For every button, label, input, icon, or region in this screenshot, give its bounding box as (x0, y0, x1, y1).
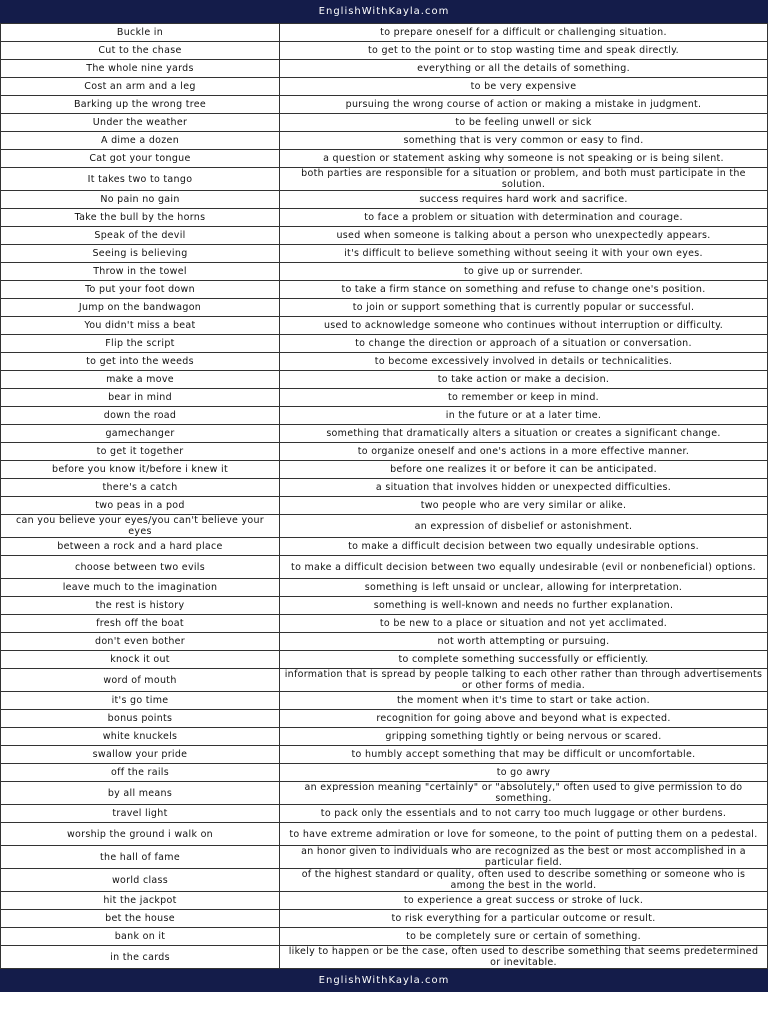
table-row (1, 892, 768, 910)
idiom-term: Take the bull by the horns (1, 209, 280, 227)
table-row (1, 615, 768, 633)
idiom-meaning: it's difficult to believe something without seeing it with your own eyes. (280, 245, 768, 263)
idiom-meaning: to humbly accept something that may be difficult or uncomfortable. (280, 746, 768, 764)
table-row (1, 96, 768, 114)
idiom-term: to get into the weeds (1, 353, 280, 371)
table-row (1, 461, 768, 479)
idiom-term: gamechanger (1, 425, 280, 443)
idiom-term: Buckle in (1, 24, 280, 42)
idiom-term: two peas in a pod (1, 497, 280, 515)
idiom-meaning: an expression meaning "certainly" or "absolutely," often used to give permission to do something. (280, 782, 768, 805)
idiom-term: Throw in the towel (1, 263, 280, 281)
table-row (1, 805, 768, 823)
idiom-meaning: something is left unsaid or unclear, allowing for interpretation. (280, 579, 768, 597)
idiom-meaning: to become excessively involved in details or technicalities. (280, 353, 768, 371)
table-row (1, 389, 768, 407)
idiom-term: You didn't miss a beat (1, 317, 280, 335)
idiom-meaning: a question or statement asking why someone is not speaking or is being silent. (280, 150, 768, 168)
table-row (1, 24, 768, 42)
table-row (1, 168, 768, 191)
idiom-term: bank on it (1, 928, 280, 946)
idiom-meaning: two people who are very similar or alike. (280, 497, 768, 515)
table-row (1, 245, 768, 263)
idiom-term: to get it together (1, 443, 280, 461)
idiom-term: Speak of the devil (1, 227, 280, 245)
idiom-meaning: to be feeling unwell or sick (280, 114, 768, 132)
table-row (1, 407, 768, 425)
table-row (1, 335, 768, 353)
idiom-meaning: an expression of disbelief or astonishment. (280, 515, 768, 538)
table-row (1, 515, 768, 538)
table-row (1, 928, 768, 946)
idiom-meaning: in the future or at a later time. (280, 407, 768, 425)
idiom-term: No pain no gain (1, 191, 280, 209)
table-row (1, 556, 768, 579)
idiom-meaning: to go awry (280, 764, 768, 782)
table-row (1, 42, 768, 60)
idiom-term: swallow your pride (1, 746, 280, 764)
idiom-term: down the road (1, 407, 280, 425)
header-site-name: EnglishWithKayla.com (318, 6, 450, 17)
idiom-term: A dime a dozen (1, 132, 280, 150)
idiom-term: there's a catch (1, 479, 280, 497)
table-row (1, 669, 768, 692)
idiom-meaning: to be completely sure or certain of something. (280, 928, 768, 946)
idiom-term: Seeing is believing (1, 245, 280, 263)
idiom-term: Cut to the chase (1, 42, 280, 60)
idiom-term: Cost an arm and a leg (1, 78, 280, 96)
idiom-meaning: to be new to a place or situation and not yet acclimated. (280, 615, 768, 633)
idiom-term: between a rock and a hard place (1, 538, 280, 556)
table-row (1, 579, 768, 597)
table-row (1, 425, 768, 443)
idiom-term: fresh off the boat (1, 615, 280, 633)
idiom-term: Cat got your tongue (1, 150, 280, 168)
table-row (1, 764, 768, 782)
idiom-meaning: before one realizes it or before it can be anticipated. (280, 461, 768, 479)
table-row (1, 823, 768, 846)
idiom-meaning: to join or support something that is currently popular or successful. (280, 299, 768, 317)
footer-bar (0, 969, 768, 992)
table-row (1, 846, 768, 869)
idiom-meaning: something that dramatically alters a situation or creates a significant change. (280, 425, 768, 443)
idiom-meaning: to complete something successfully or efficiently. (280, 651, 768, 669)
idiom-term: Flip the script (1, 335, 280, 353)
table-row (1, 371, 768, 389)
table-row (1, 132, 768, 150)
idiom-meaning: to make a difficult decision between two equally undesirable options. (280, 538, 768, 556)
idiom-meaning: the moment when it's time to start or take action. (280, 692, 768, 710)
idiom-meaning: to face a problem or situation with determination and courage. (280, 209, 768, 227)
header-bar (0, 0, 768, 23)
table-row (1, 651, 768, 669)
idiom-meaning: pursuing the wrong course of action or making a mistake in judgment. (280, 96, 768, 114)
idiom-meaning: recognition for going above and beyond what is expected. (280, 710, 768, 728)
idiom-meaning: to risk everything for a particular outcome or result. (280, 910, 768, 928)
idiom-term: To put your foot down (1, 281, 280, 299)
idiom-meaning: to experience a great success or stroke of luck. (280, 892, 768, 910)
idiom-term: before you know it/before i knew it (1, 461, 280, 479)
idiom-meaning: to give up or surrender. (280, 263, 768, 281)
idiom-term: make a move (1, 371, 280, 389)
idiom-term: Jump on the bandwagon (1, 299, 280, 317)
idiom-meaning: to remember or keep in mind. (280, 389, 768, 407)
idiom-term: the hall of fame (1, 846, 280, 869)
idiom-meaning: to change the direction or approach of a situation or conversation. (280, 335, 768, 353)
table-row (1, 150, 768, 168)
idiom-meaning: to organize oneself and one's actions in a more effective manner. (280, 443, 768, 461)
idiom-meaning: likely to happen or be the case, often used to describe something that seems predetermined or inevitable. (280, 946, 768, 969)
table-row (1, 633, 768, 651)
idiom-term: it's go time (1, 692, 280, 710)
idiom-meaning: a situation that involves hidden or unexpected difficulties. (280, 479, 768, 497)
idiom-meaning: to prepare oneself for a difficult or challenging situation. (280, 24, 768, 42)
table-row (1, 538, 768, 556)
idiom-term: don't even bother (1, 633, 280, 651)
table-row (1, 597, 768, 615)
table-row (1, 710, 768, 728)
idiom-meaning: not worth attempting or pursuing. (280, 633, 768, 651)
table-row (1, 946, 768, 969)
table-row (1, 114, 768, 132)
idiom-term: bonus points (1, 710, 280, 728)
table-row (1, 910, 768, 928)
idiom-meaning: to have extreme admiration or love for someone, to the point of putting them on a pedestal. (280, 823, 768, 846)
footer-site-name: EnglishWithKayla.com (318, 975, 450, 986)
idiom-meaning: used to acknowledge someone who continues without interruption or difficulty. (280, 317, 768, 335)
idiom-term: The whole nine yards (1, 60, 280, 78)
idiom-meaning: to get to the point or to stop wasting time and speak directly. (280, 42, 768, 60)
idiom-table-body (1, 24, 768, 969)
table-row (1, 728, 768, 746)
idiom-meaning: to be very expensive (280, 78, 768, 96)
idiom-term: can you believe your eyes/you can't believe your eyes (1, 515, 280, 538)
idiom-table (0, 23, 768, 969)
idiom-term: It takes two to tango (1, 168, 280, 191)
table-row (1, 281, 768, 299)
table-row (1, 209, 768, 227)
idiom-term: bet the house (1, 910, 280, 928)
table-row (1, 479, 768, 497)
idiom-term: white knuckels (1, 728, 280, 746)
table-row (1, 782, 768, 805)
idiom-term: the rest is history (1, 597, 280, 615)
table-row (1, 227, 768, 245)
idiom-term: world class (1, 869, 280, 892)
table-row (1, 692, 768, 710)
idiom-meaning: success requires hard work and sacrifice. (280, 191, 768, 209)
idiom-term: knock it out (1, 651, 280, 669)
idiom-meaning: everything or all the details of something. (280, 60, 768, 78)
idiom-term: travel light (1, 805, 280, 823)
idiom-meaning: something is well-known and needs no further explanation. (280, 597, 768, 615)
idiom-meaning: to make a difficult decision between two equally undesirable (evil or nonbeneficial) options. (280, 556, 768, 579)
table-row (1, 317, 768, 335)
table-row (1, 263, 768, 281)
idiom-meaning: something that is very common or easy to find. (280, 132, 768, 150)
idiom-term: leave much to the imagination (1, 579, 280, 597)
table-row (1, 353, 768, 371)
table-row (1, 299, 768, 317)
idiom-meaning: an honor given to individuals who are recognized as the best or most accomplished in a particular field. (280, 846, 768, 869)
idiom-term: choose between two evils (1, 556, 280, 579)
idiom-meaning: to take a firm stance on something and refuse to change one's position. (280, 281, 768, 299)
table-row (1, 78, 768, 96)
table-row (1, 443, 768, 461)
idiom-term: by all means (1, 782, 280, 805)
idiom-meaning: used when someone is talking about a person who unexpectedly appears. (280, 227, 768, 245)
idiom-term: hit the jackpot (1, 892, 280, 910)
idiom-meaning: both parties are responsible for a situation or problem, and both must participate in the solution. (280, 168, 768, 191)
idiom-meaning: gripping something tightly or being nervous or scared. (280, 728, 768, 746)
idiom-meaning: to take action or make a decision. (280, 371, 768, 389)
table-row (1, 746, 768, 764)
idiom-meaning: to pack only the essentials and to not carry too much luggage or other burdens. (280, 805, 768, 823)
table-row (1, 497, 768, 515)
idiom-term: bear in mind (1, 389, 280, 407)
table-row (1, 869, 768, 892)
idiom-term: worship the ground i walk on (1, 823, 280, 846)
idiom-term: off the rails (1, 764, 280, 782)
table-row (1, 60, 768, 78)
idiom-meaning: of the highest standard or quality, often used to describe something or someone who is among the best in the world. (280, 869, 768, 892)
idiom-meaning: information that is spread by people talking to each other rather than through advertisements or other forms of media. (280, 669, 768, 692)
idiom-term: Barking up the wrong tree (1, 96, 280, 114)
idiom-term: Under the weather (1, 114, 280, 132)
idiom-term: word of mouth (1, 669, 280, 692)
table-row (1, 191, 768, 209)
idiom-term: in the cards (1, 946, 280, 969)
